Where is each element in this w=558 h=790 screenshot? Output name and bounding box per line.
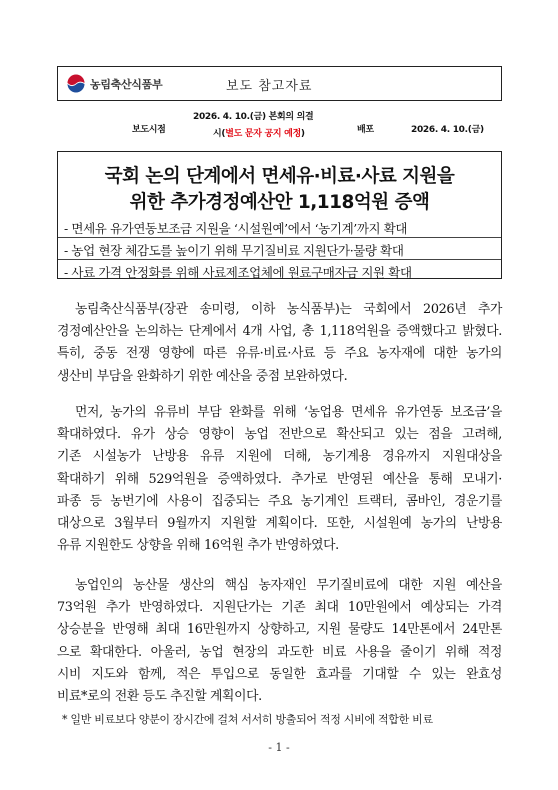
paragraph-line: 유류 지원한도 상향을 위해 16억원 추가 반영하였다. bbox=[57, 538, 339, 554]
body-paragraph-2 bbox=[57, 402, 502, 557]
release-notice-red: 별도 문자 공지 예정 bbox=[225, 129, 301, 139]
paragraph-line: 비료*로의 전환 등도 추진할 계획이다. bbox=[57, 689, 262, 705]
paragraph-line: 기존 시설농가 난방용 유류 지원에 더해, 농기계용 경유까지 지원대상을 bbox=[57, 449, 502, 465]
press-header bbox=[57, 66, 502, 101]
subheadline-divider bbox=[58, 237, 501, 238]
paragraph-line: 파종 등 농번기에 사용이 집중되는 주요 농기계인 트랙터, 콤바인, 경운기를 bbox=[57, 493, 502, 509]
paragraph-line: 대상으로 3월부터 9월까지 지원할 계획이다. 또한, 시설원예 농가의 난방용 bbox=[57, 516, 502, 532]
paragraph-line: 확대하기 위해 529억원을 증액하였다. 추가로 반영된 예산을 통해 모내기· bbox=[57, 471, 502, 487]
paragraph-line: 확대하였다. 유가 상승 영향이 농업 전반으로 확산되고 있는 점을 고려해, bbox=[57, 427, 502, 443]
distribution-label: 배포 bbox=[357, 125, 374, 135]
distribution-date: 2026. 4. 10.(금) bbox=[411, 125, 484, 135]
headline-line2: 위한 추가경정예산안 1,118억원 증액 bbox=[129, 192, 430, 213]
paragraph-line: 농업인의 농산물 생산의 핵심 농자재인 무기질비료에 대한 지원 예산을 bbox=[75, 578, 502, 593]
page-number: - 1 - bbox=[268, 741, 290, 754]
subheadline-1: - 면세유 유가연동보조금 지원을 ‘시설원예’에서 ‘농기계’까지 확대 bbox=[64, 221, 408, 236]
release-time-label: 보도시점 bbox=[132, 125, 166, 135]
subheadline-divider bbox=[58, 259, 501, 260]
release-time-line2: 시(별도 문자 공지 예정) bbox=[213, 129, 305, 139]
paragraph-line: 상승분을 반영해 최대 16만원까지 상향하고, 지원 물량도 14만톤에서 24만톤 bbox=[57, 622, 502, 638]
subheadline-2: - 농업 현장 체감도를 높이기 위해 무기질비료 지원단가·물량 확대 bbox=[64, 243, 404, 258]
paragraph-line: 경정예산안을 논의하는 단계에서 4개 사업, 총 1,118억원을 증액했다고 밝혔다. bbox=[57, 324, 502, 340]
headline-line1: 국회 논의 단계에서 면세유·비료·사료 지원을 bbox=[104, 166, 455, 187]
release-time-line1: 2026. 4. 10.(금) 본회의 의결 bbox=[193, 112, 314, 122]
subheadline-3: - 사료 가격 안정화를 위해 사료제조업체에 원료구매자금 지원 확대 bbox=[64, 265, 412, 280]
paragraph-line: 특히, 중동 전쟁 영향에 따른 유류·비료·사료 등 주요 농자재에 대한 농가의 bbox=[57, 346, 502, 362]
paragraph-line: 생산비 부담을 완화하기 위한 예산을 중점 보완하였다. bbox=[57, 368, 348, 384]
paragraph-line: 으로 확대한다. 아울러, 농업 현장의 과도한 비료 사용을 줄이기 위해 적정 bbox=[57, 644, 502, 660]
ministry-name: 농림축산식품부 bbox=[90, 78, 163, 91]
paragraph-line: 73억원 추가 반영하였다. 지원단가는 기존 최대 10만원에서 예상되는 가격 bbox=[57, 600, 502, 616]
government-emblem-icon bbox=[66, 74, 86, 94]
body-paragraph-1 bbox=[57, 299, 502, 388]
paragraph-line: 농림축산식품부(장관 송미령, 이하 농식품부)는 국회에서 2026년 추가 bbox=[75, 302, 502, 317]
paragraph-line: 시비 지도와 함께, 적은 투입으로 동일한 효과를 기대할 수 있는 완효성 bbox=[57, 666, 502, 682]
footnote: * 일반 비료보다 양분이 장시간에 걸쳐 서서히 방출되어 적정 시비에 적합한 비료 bbox=[62, 713, 433, 726]
paragraph-line: 먼저, 농가의 유류비 부담 완화를 위해 ‘농업용 면세유 유가연동 보조금’을 bbox=[75, 405, 502, 420]
headline-box bbox=[57, 151, 502, 279]
document-type: 보도 참고자료 bbox=[226, 79, 313, 94]
body-paragraph-3 bbox=[57, 575, 502, 708]
